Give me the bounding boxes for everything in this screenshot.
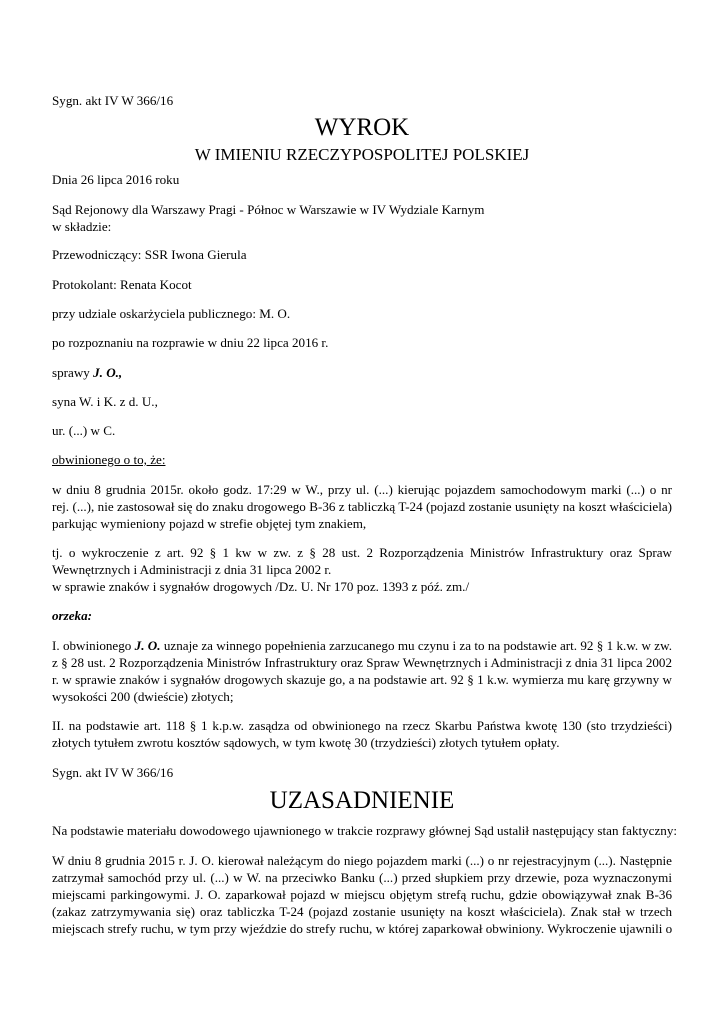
- public-prosecutor: przy udziale oskarżyciela publicznego: M. O.: [52, 306, 291, 321]
- ruling-one-line: wysokości 200 (dwieście) złotych;: [52, 689, 234, 704]
- case-signature: Sygn. akt IV W 366/16: [52, 93, 174, 108]
- justification-line: (zakaz zatrzymywania się) oraz tabliczka T-24 (pojazd zostanie usunięty na koszt właściciela). Znak stał w trzech: [52, 904, 672, 919]
- defendant-parents: syna W. i K. z d. U.,: [52, 394, 158, 409]
- charge-line: parkując wymieniony pojazd w strefie objętej tym znakiem,: [52, 516, 367, 531]
- case-of-line: [52, 364, 122, 382]
- case-signature-repeat: Sygn. akt IV W 366/16: [52, 765, 174, 780]
- ruling-one-defendant: J. O.: [134, 638, 161, 653]
- defendant-birthplace: ur. (...) w C.: [52, 423, 116, 438]
- justification-line: miejscami parkingowymi. J. O. zaparkował pojazd w miejscu objętym strefą ruchu, gdzie obowiązywał znak B-36: [52, 887, 672, 902]
- ruling-one-line: r. w sprawie znaków i sygnałów drogowych skazuje go, a na podstawie art. 92 § 1 k.w. wymierza mu karę grzywny w: [52, 672, 672, 687]
- charge-label: obwinionego o to, że:: [52, 452, 166, 467]
- ruling-label: orzeka:: [52, 608, 93, 623]
- court-composition-label: w składzie:: [52, 219, 112, 234]
- hearing-date: po rozpoznaniu na rozprawie w dniu 22 lipca 2016 r.: [52, 335, 329, 350]
- charge-line: rej. (...), nie zastosował się do znaku drogowego B-36 z tabliczką T-24 (pojazd zostanie usunięty na koszt właściciela): [52, 499, 672, 514]
- justification-line: W dniu 8 grudnia 2015 r. J. O. kierował należącym do niego pojazdem marki (...) o nr rejestracyjnym (...). Następnie: [52, 853, 672, 868]
- justification-line: miejscach strefy ruchu, w tym przy wjeździe do strefy ruchu, w której zaparkował obwiniony. Wykroczenie ujawnili o: [52, 921, 673, 936]
- judgment-title: WYROK: [314, 114, 410, 141]
- case-of-prefix: sprawy: [52, 365, 94, 380]
- defendant-name: J. O.,: [93, 365, 123, 380]
- ruling-one-prefix: I. obwinionego: [52, 638, 135, 653]
- court-name: Sąd Rejonowy dla Warszawy Pragi - Północ w Warszawie w IV Wydziale Karnym: [52, 202, 485, 217]
- legal-basis-line: tj. o wykroczenie z art. 92 § 1 kw w zw. z § 28 ust. 2 Rozporządzenia Ministrów Infrastruktury oraz Spraw: [52, 545, 672, 560]
- justification-title: UZASADNIENIE: [269, 787, 455, 814]
- legal-basis-line: w sprawie znaków i sygnałów drogowych /Dz. U. Nr 170 poz. 1393 z póź. zm./: [52, 579, 470, 594]
- ruling-one-line: z § 28 ust. 2 Rozporządzenia Ministrów Infrastruktury oraz Spraw Wewnętrznych i Administracji z dnia 31 lipca 2002: [52, 655, 672, 670]
- judgment-date: Dnia 26 lipca 2016 roku: [52, 172, 180, 187]
- ruling-two-line: złotych tytułem zwrotu kosztów sądowych, w tym kwotę 30 (trzydzieści) złotych tytułem opłaty.: [52, 735, 560, 750]
- presiding-judge: Przewodniczący: SSR Iwona Gierula: [52, 247, 247, 262]
- court-clerk: Protokolant: Renata Kocot: [52, 277, 192, 292]
- charge-line: w dniu 8 grudnia 2015r. około godz. 17:29 w W., przy ul. (...) kierując pojazdem samochodowym marki (...) o nr: [52, 482, 672, 497]
- judgment-subtitle: W IMIENIU RZECZYPOSPOLITEJ POLSKIEJ: [194, 145, 530, 164]
- ruling-one-first-line: [52, 637, 672, 655]
- ruling-two-line: II. na podstawie art. 118 § 1 k.p.w. zasądza od obwinionego na rzecz Skarbu Państwa kwotę 130 (sto trzydzieści): [52, 718, 672, 733]
- ruling-one-text: uznaje za winnego popełnienia zarzucanego mu czynu i za to na podstawie art. 92 § 1 k.w. w zw.: [160, 638, 672, 653]
- justification-intro: Na podstawie materiału dowodowego ujawnionego w trakcie rozprawy głównej Sąd ustalił następujący stan faktyczny:: [52, 823, 678, 838]
- legal-basis-line: Wewnętrznych i Administracji z dnia 31 lipca 2002 r.: [52, 562, 332, 577]
- justification-line: zatrzymał samochód przy ul. (...) w W. na przeciwko Banku (...) przed słupkiem przy drzewie, poza wyznaczonymi: [52, 870, 672, 885]
